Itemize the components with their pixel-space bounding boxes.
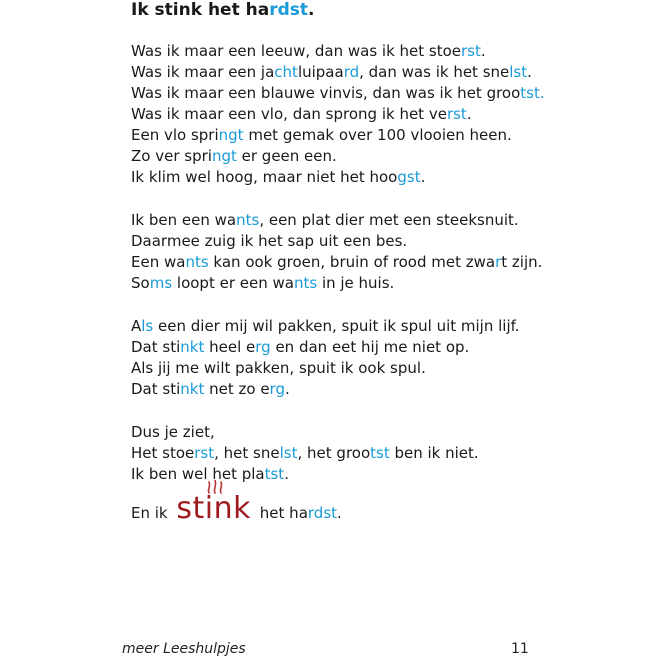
poem-line [131,146,651,167]
line-text: en dan eet hij me niet op. [270,338,470,356]
stanza-gap [131,188,651,210]
highlighted-letters: cht [274,63,298,81]
poem-body [131,41,651,485]
smell-fumes-icon [206,480,226,494]
line-text: t zijn. [501,253,543,271]
footer-series-title: meer Leeshulpjes [122,641,246,657]
line-text: een dier mij wil pakken, spuit ik spul uit mijn lijf. [153,317,520,335]
poem-line [131,167,651,188]
line-text: Ik ben wel het pla [131,465,265,483]
stanza [131,41,651,188]
poem-last-line [131,491,342,528]
poem-line [131,104,651,125]
highlighted-letters: rst [194,444,215,462]
line-text: Dat sti [131,338,181,356]
poem-line [131,41,651,62]
line-text: loopt er een wa [172,274,294,292]
poem-line [131,62,651,83]
poem-line [131,337,651,358]
poem-line [131,316,651,337]
line-text: , dan was ik het sne [359,63,510,81]
line-text: Ik klim wel hoog, maar niet het hoo [131,168,398,186]
last-line-post: . [337,504,342,522]
poem-line [131,83,651,104]
highlighted-letters: tst [264,465,285,483]
line-text: , het sne [214,444,280,462]
stanza-gap [131,400,651,422]
poem-line [131,422,651,443]
stanza [131,210,651,294]
highlighted-letters: rg [255,338,271,356]
line-text: , het groo [297,444,371,462]
line-text: Een wa [131,253,186,271]
stink-word: stink [176,491,252,526]
line-text: kan ook groen, bruin of rood met zwa [208,253,496,271]
line-text: Was ik maar een vlo, dan sprong ik het ve [131,105,447,123]
line-text: So [131,274,150,292]
poem-line [131,273,651,294]
line-text: ben ik niet. [389,444,479,462]
highlighted-letters: rd [343,63,360,81]
line-text: met gemak over 100 vlooien heen. [243,126,512,144]
line-text: Als jij me wilt pakken, spuit ik ook spul. [131,359,426,377]
stanza [131,316,651,400]
highlighted-letters: ngt [218,126,244,144]
line-text: Was ik maar een blauwe vinvis, dan was ik het groo [131,84,521,102]
page-number: 11 [511,641,529,657]
line-text: er geen een. [236,147,337,165]
poem-line [131,252,651,273]
line-text: luipaa [297,63,344,81]
poem-line [131,231,651,252]
poem-line [131,443,651,464]
line-text: Dus je ziet, [131,423,215,441]
line-text: Daarmee zuig ik het sap uit een bes. [131,232,408,250]
highlighted-letters: nts [185,253,209,271]
highlighted-letters: nkt [180,338,205,356]
line-text: Ik ben een wa [131,211,237,229]
line-text: . [466,105,472,123]
highlighted-letters: nts [293,274,318,292]
line-text: . [480,42,486,60]
line-text: net zo e [204,380,270,398]
highlighted-letters: lst [509,63,528,81]
line-text: A [131,317,142,335]
poem-line [131,210,651,231]
highlighted-letters: rst [461,42,481,60]
poem-line [131,358,651,379]
last-line-mid: het ha [259,504,308,522]
highlighted-letters: ls [141,317,154,335]
stanza [131,422,651,485]
poem-line [131,379,651,400]
highlighted-letters: nkt [180,380,205,398]
line-text: Het stoe [131,444,195,462]
highlighted-letters: rst [446,105,467,123]
line-text: Een vlo spri [131,126,219,144]
line-text: Was ik maar een leeuw, dan was ik het stoe [131,42,462,60]
highlighted-letters: lst [279,444,298,462]
title-highlight: rdst [269,0,309,20]
line-text: . [284,465,289,483]
line-text: . [284,380,290,398]
poem-title [131,0,314,20]
highlighted-letters: tst. [520,84,545,102]
line-text: in je huis. [317,274,395,292]
highlighted-letters: ngt [211,147,237,165]
highlighted-letters: rg [269,380,285,398]
title-post: . [308,0,315,20]
title-pre: Ik stink het ha [131,0,270,20]
stink-word-art [176,491,252,526]
line-text: . [420,168,426,186]
line-text: Was ik maar een ja [131,63,275,81]
line-text: Dat sti [131,380,181,398]
last-line-highlight: rdst [307,504,338,522]
line-text: heel e [204,338,256,356]
highlighted-letters: ms [149,274,173,292]
last-line-pre: En ik [131,504,168,522]
highlighted-letters: gst [397,168,421,186]
line-text: Zo ver spri [131,147,212,165]
poem-line [131,125,651,146]
line-text: , een plat dier met een steeksnuit. [259,211,519,229]
line-text: . [527,63,532,81]
stanza-gap [131,294,651,316]
highlighted-letters: r [495,253,502,271]
highlighted-letters: tst [370,444,390,462]
highlighted-letters: nts [236,211,260,229]
